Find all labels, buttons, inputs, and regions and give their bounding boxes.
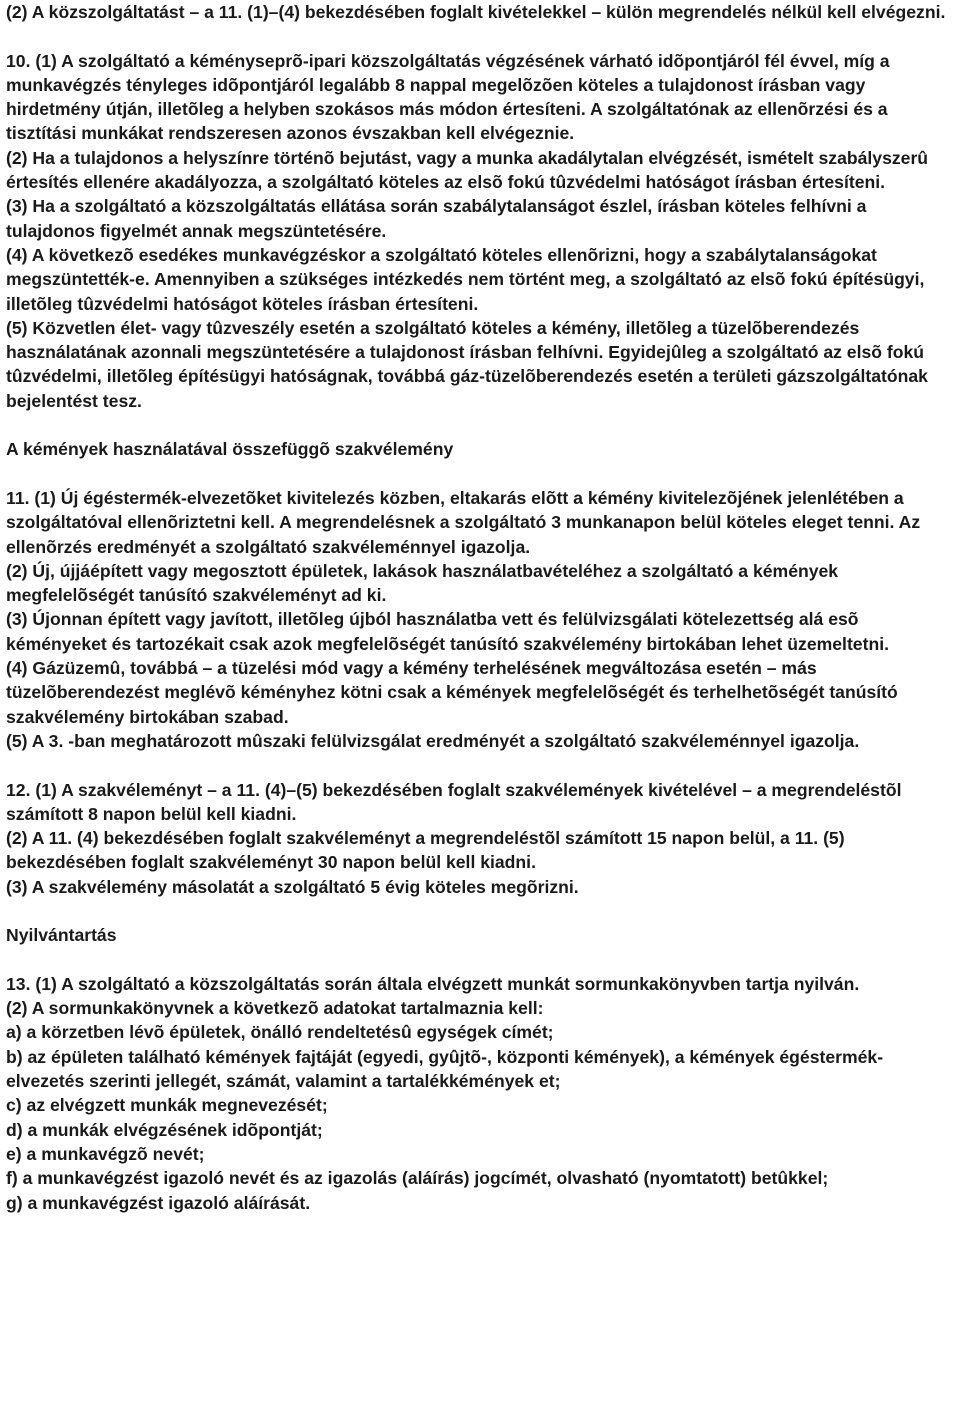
paragraph-10-1: 10. (1) A szolgáltató a kéményseprõ-ipari közszolgáltatás végzésének várható idõpontjáról fél évvel, míg a munkavégzés tényleges idõpontjáról legalább 8 nappal megelõzõen köteles a tulajdonost írásban vagy hirdetmény útján, illetõleg a helyben szokásos más módon értesíteni. A szolgáltatónak az ellenõrzési és a tisztítási munkákat rendszeresen azonos évszakban kell elvégeznie. <box>6 50 890 144</box>
section-heading-szakvelemeny: A kémények használatával összefüggõ szakvélemény <box>6 439 454 460</box>
paragraph-12-2: (2) A 11. (4) bekezdésében foglalt szakvéleményt a megrendeléstõl számított 15 napon belül, a 11. (5) bekezdésében foglalt szakvéleményt 30 napon belül kell kiadni. <box>6 828 845 873</box>
list-item-e: e) a munkavégzõ nevét; <box>6 1143 205 1164</box>
paragraph-11-5: (5) A 3. -ban meghatározott mûszaki felülvizsgálat eredményét a szolgáltató szakvéleménnyel igazolja. <box>6 730 860 751</box>
paragraph-12-1: 12. (1) A szakvéleményt – a 11. (4)–(5) bekezdésében foglalt szakvélemények kivételével – a megrendeléstõl számított 8 napon belül kell kiadni. <box>6 779 902 824</box>
list-item-a: a) a körzetben lévõ épületek, önálló rendeltetésû egységek címét; <box>6 1022 554 1043</box>
list-item-d: d) a munkák elvégzésének idõpontját; <box>6 1119 323 1140</box>
paragraph-13-2: (2) A sormunkakönyvnek a következõ adatokat tartalmaznia kell: <box>6 998 544 1019</box>
spacer <box>6 948 960 972</box>
paragraph-12-3: (3) A szakvélemény másolatát a szolgáltató 5 évig köteles megõrizni. <box>6 876 579 897</box>
paragraph-10-3: (3) Ha a szolgáltató a közszolgáltatás ellátása során szabálytalanságot észlel, írásban köteles felhívni a tulajdonos figyelmét annak megszüntetésére. <box>6 196 867 241</box>
paragraph-11-4: (4) Gázüzemû, továbbá – a tüzelési mód vagy a kémény terhelésének megváltozása esetén – más tüzelõberendezést meglévõ kéményhez kötni csak a kémények megfelelõségét és terhelhetõségét tanúsító szakvélemény birtokában szabad. <box>6 658 898 727</box>
paragraph-11-3: (3) Újonnan épített vagy javított, illetõleg újból használatba vett és felülvizsgálati kötelezettség alá esõ kéményeket és tartozékait csak azok megfelelõségét tanúsító szakvélemény birtokában lehet üzemeltetni. <box>6 609 889 654</box>
spacer <box>6 413 960 437</box>
spacer <box>6 462 960 486</box>
paragraph-13-1: 13. (1) A szolgáltató a közszolgáltatás során általa elvégzett munkát sormunkakönyvben tartja nyilván. <box>6 973 860 994</box>
spacer <box>6 24 960 48</box>
spacer <box>6 899 960 923</box>
list-item-c: c) az elvégzett munkák megnevezését; <box>6 1095 328 1116</box>
list-item-b: b) az épületen található kémények fajtáját (egyedi, gyûjtõ-, központi kémények), a kémények égéstermék-elvezetés szerinti jellegét, számát, valamint a tartalékkémények et; <box>6 1046 884 1092</box>
paragraph-2-intro: (2) A közszolgáltatást – a 11. (1)–(4) bekezdésében foglalt kivételekkel – külön megrendelés nélkül kell elvégezni. <box>6 2 946 22</box>
paragraph-11-2: (2) Új, újjáépített vagy megosztott épületek, lakások használatbavételéhez a szolgáltató a kémények megfelelõségét tanúsító szakvéleményt ad ki. <box>6 560 839 606</box>
paragraph-11-1: 11. (1) Új égéstermék-elvezetõket kivitelezés közben, eltakarás elõtt a kémény kivitelezõjének jelenlétében a szolgáltatóval ellenõriztetni kell. A megrendelésnek a szolgáltató 3 munkanapon belül köteles eleget tenni. Az ellenõrzés eredményét a szolgáltató szakvéleménnyel igazolja. <box>6 487 921 557</box>
paragraph-10-2: (2) Ha a tulajdonos a helyszínre történõ bejutást, vagy a munka akadálytalan elvégzését, ismételt szabályszerû értesítés ellenére akadályozza, a szolgáltató köteles az elsõ fokú tûzvédelmi hatóságot írásban értesíteni. <box>6 147 929 193</box>
list-item-g: g) a munkavégzést igazoló aláírását. <box>6 1192 311 1213</box>
list-item-f: f) a munkavégzést igazoló nevét és az igazolás (aláírás) jogcímét, olvasható (nyomtatott) betûkkel; <box>6 1168 829 1189</box>
paragraph-10-4: (4) A következõ esedékes munkavégzéskor a szolgáltató köteles ellenõrizni, hogy a szabálytalanságokat megszüntették-e. Amennyiben a szükséges intézkedés nem történt meg, a szolgáltató az elsõ fokú építésügyi, illetõleg tûzvédelmi hatóságot köteles írásban értesíteni. <box>6 244 925 314</box>
spacer <box>6 753 960 777</box>
paragraph-10-5: (5) Közvetlen élet- vagy tûzveszély esetén a szolgáltató köteles a kémény, illetõleg a tüzelõberendezés használatának azonnali megszüntetésére a tulajdonost írásban felhívni. Egyidejûleg a szolgáltató az elsõ fokú tûzvédelmi, illetõleg építésügyi hatóságnak, továbbá gáz-tüzelõberendezés esetén a területi gázszolgáltatónak bejelentést tesz. <box>6 317 928 411</box>
section-heading-nyilvantartas: Nyilvántartás <box>6 925 117 946</box>
